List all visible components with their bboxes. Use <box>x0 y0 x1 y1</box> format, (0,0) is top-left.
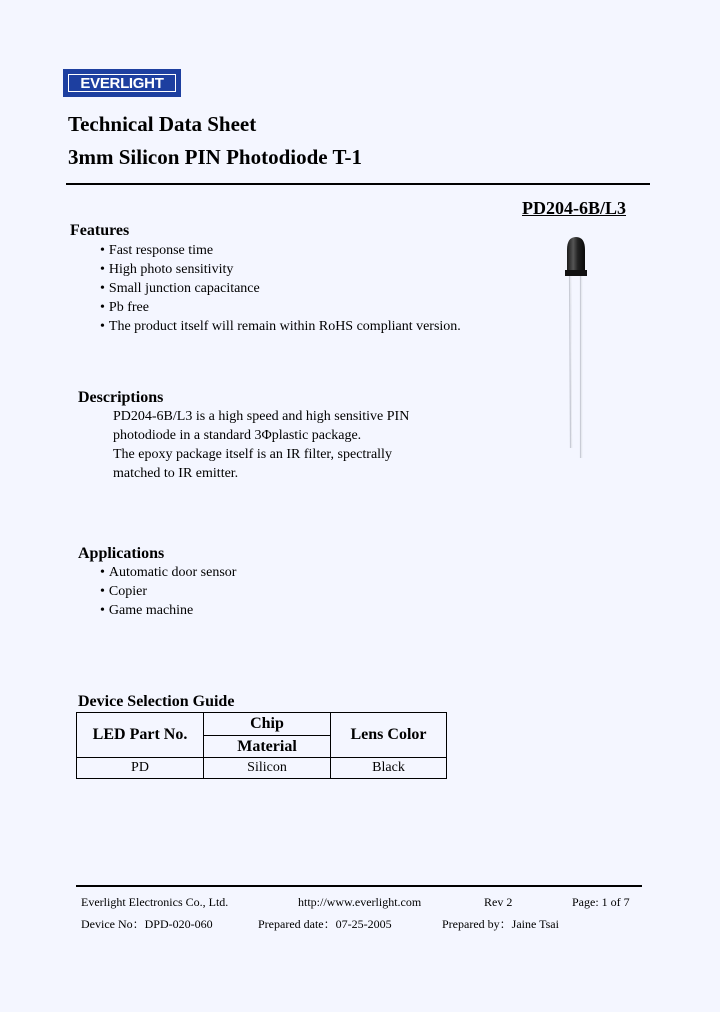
footer-company: Everlight Electronics Co., Ltd. <box>81 895 229 909</box>
selection-guide-heading: Device Selection Guide <box>78 693 235 710</box>
product-subtitle: 3mm Silicon PIN Photodiode T-1 <box>68 145 363 169</box>
footer-divider <box>76 885 642 887</box>
footer-prepared-by: Prepared by：Jaine Tsai <box>442 917 559 931</box>
application-item: • Automatic door sensor <box>100 563 236 582</box>
cell-lens: Black <box>331 758 447 779</box>
footer-device-no: Device No：DPD-020-060 <box>81 917 213 931</box>
descriptions-text <box>113 407 443 483</box>
footer-url[interactable]: http://www.everlight.com <box>298 895 422 909</box>
footer-rev: Rev 2 <box>484 895 513 909</box>
application-item: • Copier <box>100 582 236 601</box>
description-line: photodiode in a standard 3Φplastic package. <box>113 428 362 443</box>
table-row <box>77 758 447 779</box>
feature-item: • Fast response time <box>100 241 461 260</box>
descriptions-heading: Descriptions <box>78 389 164 406</box>
everlight-logo <box>63 69 181 97</box>
application-item: • Game machine <box>100 601 236 620</box>
part-number: PD204-6B/L3 <box>522 198 627 218</box>
feature-item: • Pb free <box>100 298 461 317</box>
col-material-header: Material <box>204 736 331 758</box>
document-title: Technical Data Sheet <box>68 112 257 136</box>
feature-item: • Small junction capacitance <box>100 279 461 298</box>
footer-prepared-date: Prepared date：07-25-2005 <box>258 917 392 931</box>
description-line: matched to IR emitter. <box>113 466 239 481</box>
cell-part: PD <box>77 758 204 779</box>
applications-list <box>100 563 236 620</box>
features-heading: Features <box>70 222 130 239</box>
header-divider <box>66 183 650 185</box>
description-line: The epoxy package itself is an IR filter, spectrally <box>113 447 392 462</box>
description-line: PD204-6B/L3 is a high speed and high sensitive PIN <box>113 409 410 424</box>
footer-page: Page: 1 of 7 <box>572 895 630 909</box>
photodiode-image <box>555 232 595 464</box>
selection-guide-table <box>76 712 447 779</box>
photodiode-lens <box>567 237 585 272</box>
cell-material: Silicon <box>204 758 331 779</box>
col-chip-header: Chip <box>204 713 331 736</box>
photodiode-flange <box>565 270 587 276</box>
col-part-header: LED Part No. <box>77 713 204 758</box>
features-list <box>100 241 461 336</box>
applications-heading: Applications <box>78 545 165 562</box>
feature-item: • The product itself will remain within RoHS compliant version. <box>100 317 461 336</box>
logo-text: EVERLIGHT <box>68 74 176 92</box>
col-lens-header: Lens Color <box>331 713 447 758</box>
feature-item: • High photo sensitivity <box>100 260 461 279</box>
